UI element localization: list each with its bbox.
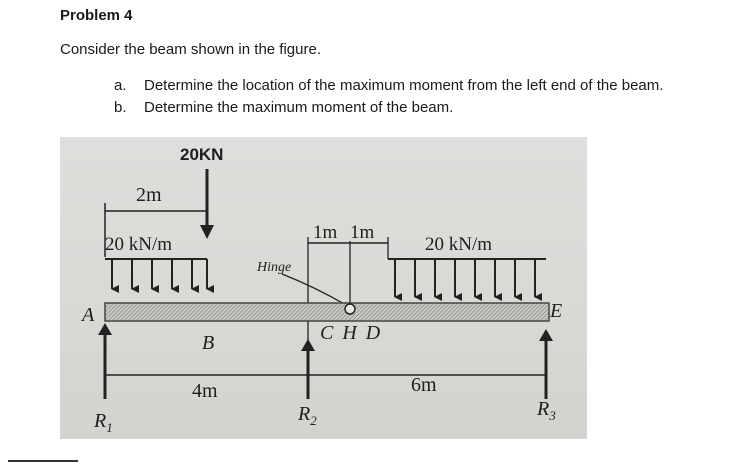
- beam-diagram: [60, 137, 587, 439]
- part-b: [114, 99, 453, 116]
- right-udl-arrows: [395, 259, 535, 297]
- hinge-leader: [282, 274, 346, 305]
- part-a-text: Determine the location of the maximum moment from the left end of the beam.: [144, 77, 664, 94]
- left-udl-label: 20 kN/m: [105, 234, 173, 255]
- point-load-label: 20KN: [180, 145, 224, 164]
- dim-6m-label: 6m: [411, 374, 437, 396]
- dim-4m-label: 4m: [192, 380, 218, 402]
- part-a-letter: a.: [114, 77, 127, 94]
- point-chd-label: C H D: [320, 322, 383, 344]
- point-b-label: B: [202, 332, 215, 354]
- problem-title: Problem 4: [60, 7, 133, 24]
- left-udl-arrows: [112, 259, 207, 289]
- reaction-r2-label: $R_2$: [298, 403, 317, 428]
- reaction-r1-label: $R_1$: [94, 410, 113, 435]
- right-udl-label: 20 kN/m: [425, 234, 493, 255]
- part-a: [114, 77, 663, 94]
- point-e-label: E: [550, 300, 563, 322]
- dim-1m-a-label: 1m: [313, 222, 338, 243]
- hinge-label: Hinge: [257, 260, 292, 275]
- part-b-letter: b.: [114, 99, 127, 116]
- point-load-arrowhead: [200, 225, 214, 239]
- reaction-r1-arrowhead: [98, 323, 112, 335]
- dim-1m-b-label: 1m: [350, 222, 375, 243]
- part-b-text: Determine the maximum moment of the beam.: [144, 99, 454, 116]
- hinge-symbol: [345, 304, 355, 314]
- page-edge-mark: [8, 460, 78, 462]
- beam: [105, 303, 549, 321]
- reaction-r3-arrowhead: [539, 329, 553, 341]
- reaction-r2-arrowhead: [301, 339, 315, 351]
- problem-intro: Consider the beam shown in the figure.: [60, 41, 321, 58]
- dim-2m-label: 2m: [136, 184, 162, 206]
- reaction-r3-label: $R_3$: [537, 398, 556, 423]
- point-a-label: A: [82, 304, 95, 326]
- beam-figure: [60, 137, 587, 439]
